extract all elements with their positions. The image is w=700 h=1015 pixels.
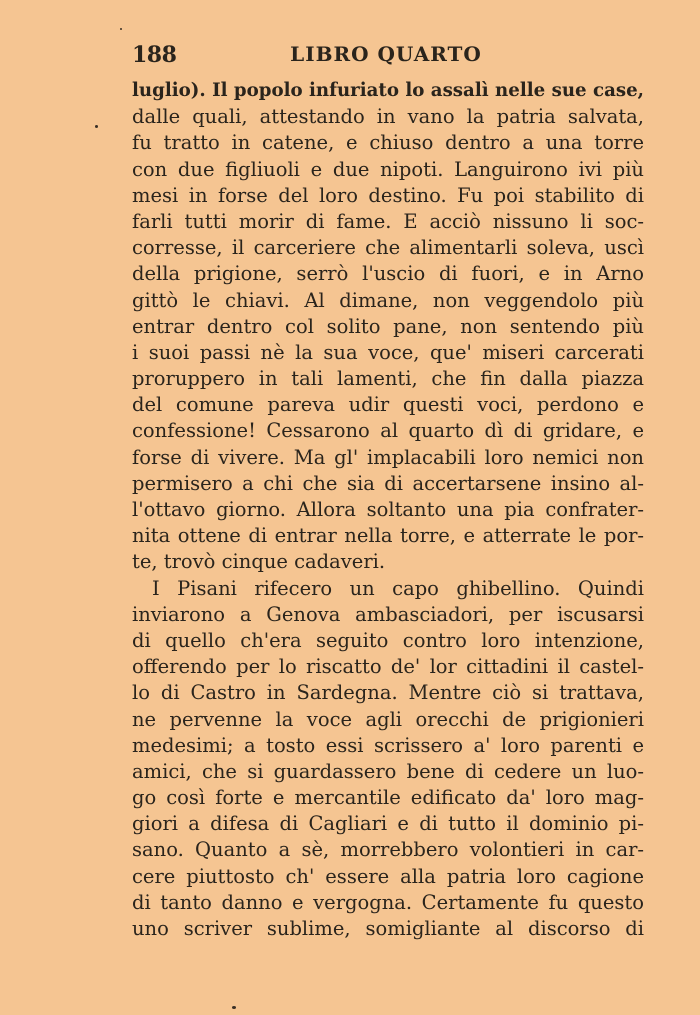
page-header (132, 42, 640, 72)
text-line: cere piuttosto ch' essere alla patria loro cagione (132, 864, 644, 888)
text-line: del comune pareva udir questi voci, perdono e (132, 393, 644, 417)
text-line: sano. Quanto a sè, morrebbero volontieri in car- (132, 838, 644, 862)
text-line: giori a difesa di Cagliari e di tutto il dominio pi- (132, 812, 644, 836)
text-line: uno scriver sublime, somigliante al discorso di (132, 917, 644, 940)
text-line: i suoi passi nè la sua voce, que' miseri carcerati (132, 340, 644, 364)
page-number: 188 (132, 42, 177, 68)
text-line: inviarono a Genova ambasciadori, per iscusarsi (132, 602, 644, 626)
running-title: LIBRO QUARTO (290, 42, 482, 66)
text-line: di quello ch'era seguito contro loro intenzione, (132, 628, 644, 652)
text-line: della prigione, serrò l'uscio di fuori, e in Arno (132, 262, 644, 286)
text-line: dalle quali, attestando in vano la patria salvata, (132, 105, 644, 129)
text-line: mesi in forse del loro destino. Fu poi stabilito di (132, 183, 644, 207)
body-text (132, 78, 644, 942)
text-line: confessione! Cessarono al quarto dì di gridare, e (132, 419, 644, 443)
ink-speck (120, 28, 122, 30)
ink-speck (232, 1006, 236, 1009)
text-line: go così forte e mercantile edificato da' loro mag- (132, 786, 644, 810)
text-line: farli tutti morir di fame. E acciò nissuno li soc- (132, 209, 644, 233)
text-line: corresse, il carceriere che alimentarli soleva, uscì (132, 236, 644, 260)
text-line: nita ottene di entrar nella torre, e atterrate le por- (132, 524, 644, 548)
text-line: gittò le chiavi. Al dimane, non veggendolo più (132, 288, 644, 312)
text-line: offerendo per lo riscatto de' lor cittadini il castel- (132, 655, 644, 679)
text-line: lo di Castro in Sardegna. Mentre ciò si trattava, (132, 681, 644, 705)
text-line: I Pisani rifecero un capo ghibellino. Quindi (152, 576, 644, 600)
text-line: l'ottavo giorno. Allora soltanto una pia confrater- (132, 498, 644, 521)
text-line: con due figliuoli e due nipoti. Languirono ivi più (132, 157, 644, 181)
text-line: proruppero in tali lamenti, che fin dalla piazza (132, 367, 644, 391)
text-line: fu tratto in catene, e chiuso dentro a una torre (132, 131, 644, 155)
text-line: te, trovò cinque cadaveri. (132, 550, 386, 574)
text-line: luglio). Il popolo infuriato lo assalì nelle sue case, (132, 80, 644, 101)
text-line: entrar dentro col solito pane, non sentendo più (132, 314, 644, 338)
text-line: ne pervenne la voce agli orecchi de prigionieri (132, 707, 644, 731)
text-line: di tanto danno e vergogna. Certamente fu questo (132, 890, 644, 914)
text-line: permisero a chi che sia di accertarsene insino al- (132, 471, 644, 495)
text-line: forse di vivere. Ma gl' implacabili loro nemici non (132, 445, 644, 469)
ink-speck (95, 125, 98, 128)
text-line: medesimi; a tosto essi scrissero a' loro parenti e (132, 733, 644, 757)
text-line: amici, che si guardassero bene di cedere un luo- (132, 759, 644, 783)
